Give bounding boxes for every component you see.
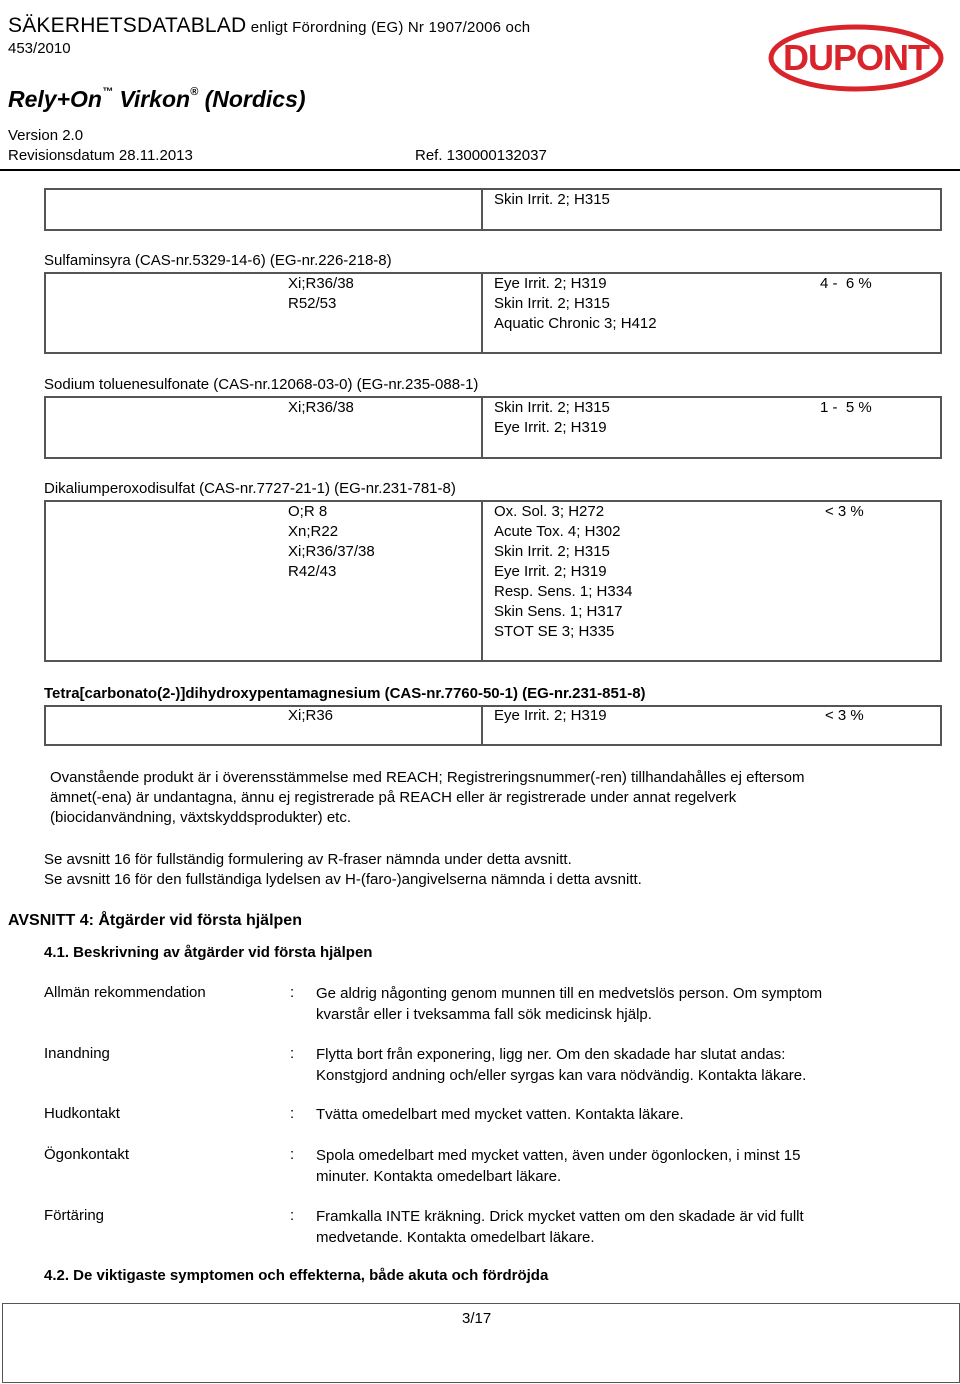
first-aid-label: Ögonkontakt <box>44 1146 130 1163</box>
first-aid-label: Hudkontakt <box>44 1105 120 1122</box>
dsd-classification: Xi;R36/38 R52/53 <box>288 275 354 312</box>
table-column-divider <box>481 272 483 354</box>
version-label: Version 2.0 <box>8 127 84 144</box>
substance-table <box>44 396 942 459</box>
label-separator: : <box>290 1045 295 1062</box>
clp-classification: Eye Irrit. 2; H319 Skin Irrit. 2; H315 Aquatic Chronic 3; H412 <box>494 275 657 332</box>
page-number: 3/17 <box>462 1310 492 1327</box>
first-aid-label: Allmän rekommendation <box>44 984 206 1001</box>
label-separator: : <box>290 984 295 1001</box>
substance-name: Tetra[carbonato(2-)]dihydroxypentamagnesium (CAS-nr.7760-50-1) (EG-nr.231-851-8) <box>44 685 646 702</box>
substance-table <box>44 705 942 746</box>
subsection-heading: 4.1. Beskrivning av åtgärder vid första hjälpen <box>44 944 373 961</box>
first-aid-text: Tvätta omedelbart med mycket vatten. Kontakta läkare. <box>316 1106 684 1123</box>
table-column-divider <box>481 396 483 459</box>
table-column-divider <box>481 500 483 662</box>
concentration: 4 - 6 % <box>820 275 872 292</box>
concentration: 1 - 5 % <box>820 399 872 416</box>
dsd-classification: Xi;R36/38 <box>288 399 354 416</box>
concentration: < 3 % <box>825 707 864 724</box>
first-aid-label: Inandning <box>44 1045 110 1062</box>
substance-name: Sodium toluenesulfonate (CAS-nr.12068-03-0) (EG-nr.235-088-1) <box>44 376 479 393</box>
table-column-divider <box>481 188 483 231</box>
dsd-classification: Xi;R36 <box>288 707 334 724</box>
header-divider <box>0 169 960 171</box>
table-column-divider <box>481 705 483 746</box>
clp-classification: Skin Irrit. 2; H315 Eye Irrit. 2; H319 <box>494 399 610 436</box>
substance-name: Dikaliumperoxodisulfat (CAS-nr.7727-21-1) (EG-nr.231-781-8) <box>44 480 456 497</box>
logo-text: DUPONT <box>783 37 929 78</box>
clp-classification: Eye Irrit. 2; H319 <box>494 707 607 724</box>
first-aid-text: Framkalla INTE kräkning. Drick mycket vatten om den skadade är vid fullt medvetande. Kontakta omedelbart läkare. <box>316 1208 804 1246</box>
table-row-continued <box>44 188 942 231</box>
first-aid-label: Förtäring <box>44 1207 105 1224</box>
substance-name: Sulfaminsyra (CAS-nr.5329-14-6) (EG-nr.226-218-8) <box>44 252 392 269</box>
dsd-classification: O;R 8 Xn;R22 Xi;R36/37/38 R42/43 <box>288 503 375 580</box>
document-title: SÄKERHETSDATABLAD enligt Förordning (EG) Nr 1907/2006 och <box>8 14 531 37</box>
first-aid-text: Ge aldrig någonting genom munnen till en medvetslös person. Om symptom kvarstår eller i tveksamma fall sök medicinsk hjälp. <box>316 985 823 1023</box>
label-separator: : <box>290 1146 295 1163</box>
label-separator: : <box>290 1105 295 1122</box>
dupont-logo <box>768 24 944 92</box>
subsection-heading: 4.2. De viktigaste symptomen och effekterna, både akuta och fördröjda <box>44 1267 549 1284</box>
reach-note: Ovanstående produkt är i överensstämmelse med REACH; Registreringsnummer(-ren) tillhandahålles ej eftersom ämnet(-ena) är undantagna, ännu ej registrerade på REACH eller är registrerade under annat regelverk (biocidanvändning, växtskyddsprodukter) etc. <box>50 769 805 826</box>
product-name: Rely+On™ Virkon® (Nordics) <box>8 86 306 112</box>
reference-number: Ref. 130000132037 <box>415 147 547 164</box>
regulation-date: 453/2010 <box>8 40 71 57</box>
see-section-note: Se avsnitt 16 för fullständig formulering av R-fraser nämnda under detta avsnitt. Se avsnitt 16 för den fullständiga lydelsen av H-(faro-)angivelserna nämnda i detta avsnitt. <box>44 851 642 888</box>
first-aid-text: Spola omedelbart med mycket vatten, även under ögonlocken, i minst 15 minuter. Kontakta omedelbart läkare. <box>316 1147 801 1185</box>
substance-table <box>44 272 942 354</box>
substance-table <box>44 500 942 662</box>
clp-classification: Ox. Sol. 3; H272 Acute Tox. 4; H302 Skin Irrit. 2; H315 Eye Irrit. 2; H319 Resp. Sens. 1; H334 Skin Sens. 1; H317 STOT SE 3; H335 <box>494 503 633 640</box>
label-separator: : <box>290 1207 295 1224</box>
revision-date: Revisionsdatum 28.11.2013 <box>8 147 193 164</box>
section-heading: AVSNITT 4: Åtgärder vid första hjälpen <box>8 912 302 929</box>
concentration: < 3 % <box>825 503 864 520</box>
first-aid-text: Flytta bort från exponering, ligg ner. Om den skadade har slutat andas: Konstgjord andning och/eller syrgas kan vara nödvändig. Kontakta läkare. <box>316 1046 807 1084</box>
clp-classification: Skin Irrit. 2; H315 <box>494 191 610 208</box>
